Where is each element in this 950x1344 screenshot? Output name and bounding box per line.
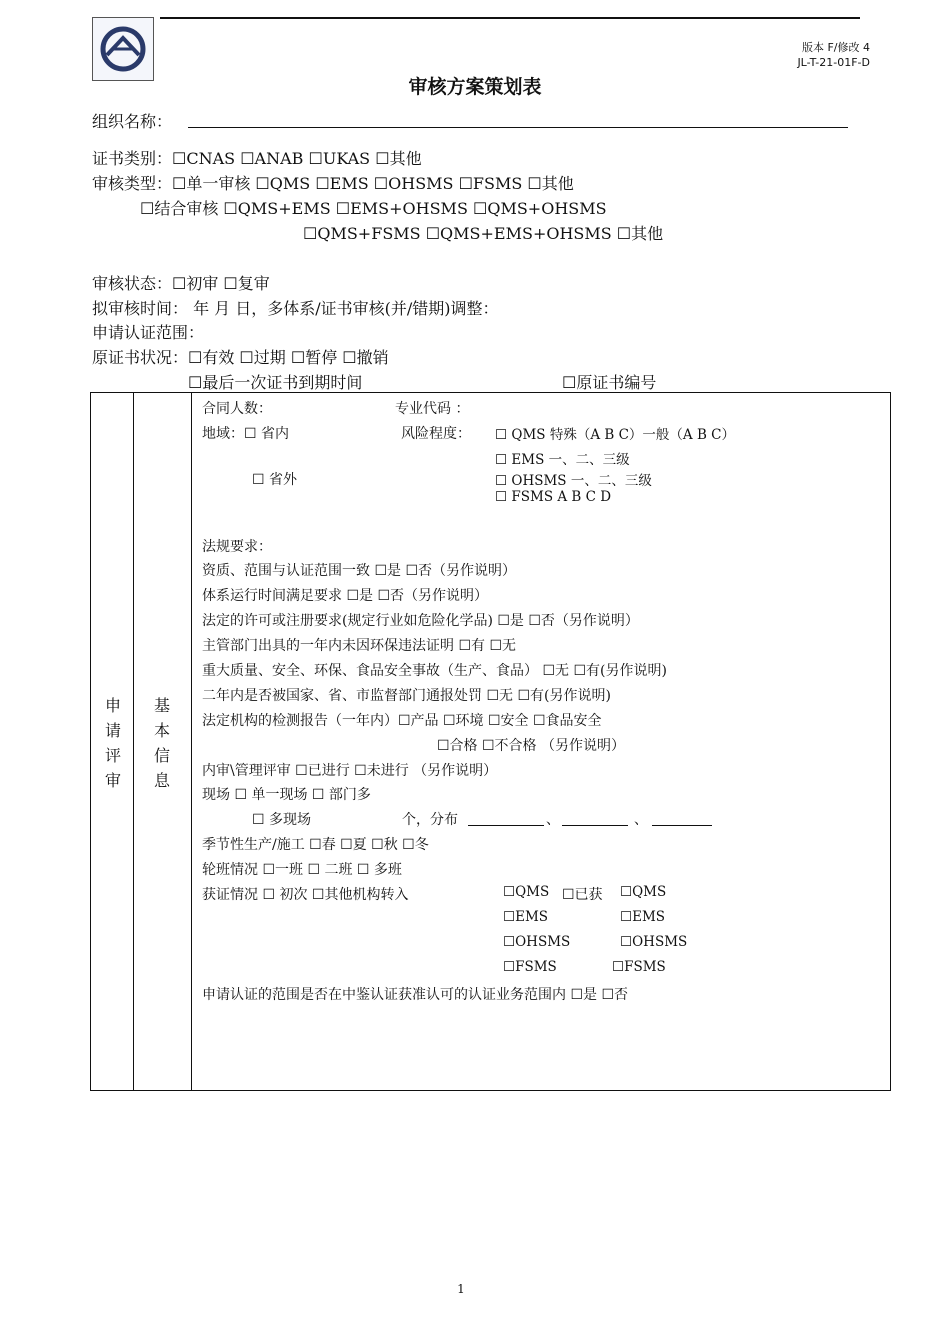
region-outside-checkbox[interactable]: ☐ 省外 bbox=[252, 472, 298, 488]
site-single-row[interactable]: 现场 ☐ 单一现场 ☐ 部门多 bbox=[202, 787, 371, 803]
cert-type-line[interactable]: 证书类别：☐CNAS ☐ANAB ☐UKAS ☐其他 bbox=[92, 149, 422, 168]
transfer-ems-checkbox[interactable]: ☐EMS bbox=[503, 909, 549, 925]
obtained-qms-checkbox[interactable]: ☐QMS bbox=[620, 884, 667, 900]
risk-level-label: 风险程度： bbox=[401, 426, 471, 442]
application-review-label bbox=[98, 693, 128, 793]
logo-graphic bbox=[93, 18, 153, 80]
season-row[interactable]: 季节性生产/施工 ☐春 ☐夏 ☐秋 ☐冬 bbox=[202, 837, 429, 853]
col2-char: 信 bbox=[153, 746, 170, 765]
org-name-field[interactable] bbox=[188, 127, 848, 128]
col1-char: 审 bbox=[104, 771, 121, 790]
penalty-row[interactable]: 二年内是否被国家、省、市监督部门通报处罚 ☐无 ☐有(另作说明) bbox=[202, 688, 611, 704]
original-cert-number[interactable]: ☐原证书编号 bbox=[562, 373, 657, 392]
col1-char: 评 bbox=[104, 746, 121, 765]
document-code: JL-T-21-01F-D bbox=[797, 56, 870, 69]
legal-requirements-label: 法规要求： bbox=[202, 539, 272, 555]
version-text: 版本 F/修改 4 bbox=[801, 41, 870, 54]
page-title: 审核方案策划表 bbox=[408, 76, 542, 98]
risk-fsms-checkbox[interactable]: ☐ FSMS A B C D bbox=[495, 489, 612, 505]
contract-count-label: 合同人数： bbox=[202, 401, 272, 417]
obtained-ems-checkbox[interactable]: ☐EMS bbox=[620, 909, 666, 925]
obtained-fsms-checkbox[interactable]: ☐FSMS bbox=[612, 959, 666, 975]
site-distribution-label: 个，分布 bbox=[402, 812, 458, 828]
test-result-row[interactable]: ☐合格 ☐不合格 （另作说明） bbox=[437, 738, 626, 754]
transfer-ohsms-checkbox[interactable]: ☐OHSMS bbox=[503, 934, 571, 950]
specialty-code-label: 专业代码 ： bbox=[395, 401, 470, 417]
site-distribution-field-2[interactable] bbox=[562, 809, 628, 826]
test-report-row[interactable]: 法定机构的检测报告（一年内）☐产品 ☐环境 ☐安全 ☐食品安全 bbox=[202, 713, 602, 729]
last-cert-expiry[interactable]: ☐最后一次证书到期时间 bbox=[188, 373, 363, 392]
header-rule bbox=[160, 17, 860, 19]
separator: 、 bbox=[634, 812, 648, 828]
accident-row[interactable]: 重大质量、安全、环保、食品安全事故（生产、食品） ☐无 ☐有(另作说明) bbox=[202, 663, 667, 679]
col1-char: 申 bbox=[104, 696, 121, 715]
basic-info-label bbox=[147, 693, 177, 793]
audit-type-line[interactable]: 审核类型：☐单一审核 ☐QMS ☐EMS ☐OHSMS ☐FSMS ☐其他 bbox=[92, 174, 574, 193]
planned-time-line: 拟审核时间： 年 月 日，多体系/证书审核(并/错期)调整： bbox=[92, 299, 499, 318]
obtained-ohsms-checkbox[interactable]: ☐OHSMS bbox=[620, 934, 688, 950]
col2-char: 基 bbox=[153, 696, 170, 715]
col1-char: 请 bbox=[104, 721, 121, 740]
system-time-row[interactable]: 体系运行时间满足要求 ☐是 ☐否（另作说明） bbox=[202, 588, 489, 604]
original-cert-status-line[interactable]: 原证书状况：☐有效 ☐过期 ☐暂停 ☐撤销 bbox=[92, 348, 389, 367]
transfer-qms-checkbox[interactable]: ☐QMS bbox=[503, 884, 550, 900]
certification-status-row[interactable]: 获证情况 ☐ 初次 ☐其他机构转入 bbox=[202, 887, 409, 903]
risk-ohsms-checkbox[interactable]: ☐ OHSMS 一、二、三级 bbox=[495, 473, 652, 489]
env-certificate-row[interactable]: 主管部门出具的一年内未因环保违法证明 ☐有 ☐无 bbox=[202, 638, 517, 654]
page-number: 1 bbox=[457, 1282, 465, 1296]
site-multi-checkbox[interactable]: ☐ 多现场 bbox=[252, 812, 312, 828]
table-divider-1 bbox=[133, 393, 134, 1090]
obtained-label[interactable]: ☐已获 bbox=[562, 887, 603, 903]
col2-char: 息 bbox=[153, 771, 170, 790]
qualification-row[interactable]: 资质、范围与认证范围一致 ☐是 ☐否（另作说明） bbox=[202, 563, 517, 579]
site-distribution-field-1[interactable] bbox=[468, 809, 544, 826]
combined-audit-line-2[interactable]: ☐QMS+FSMS ☐QMS+EMS+OHSMS ☐其他 bbox=[303, 224, 664, 243]
scope-check-row[interactable]: 申请认证的范围是否在中鉴认证获准认可的认证业务范围内 ☐是 ☐否 bbox=[202, 987, 629, 1003]
internal-audit-row[interactable]: 内审\管理评审 ☐已进行 ☐未进行 （另作说明） bbox=[202, 763, 498, 779]
scope-label: 申请认证范围： bbox=[92, 323, 205, 342]
risk-ems-checkbox[interactable]: ☐ EMS 一、二、三级 bbox=[495, 452, 630, 468]
org-name-label: 组织名称： bbox=[92, 112, 173, 131]
combined-audit-line[interactable]: ☐结合审核 ☐QMS+EMS ☐EMS+OHSMS ☐QMS+OHSMS bbox=[140, 199, 607, 218]
region-inside-checkbox[interactable]: 地域：☐ 省内 bbox=[202, 426, 290, 442]
shift-row[interactable]: 轮班情况 ☐一班 ☐ 二班 ☐ 多班 bbox=[202, 862, 402, 878]
audit-status-line[interactable]: 审核状态：☐初审 ☐复审 bbox=[92, 274, 270, 293]
site-distribution-field-3[interactable] bbox=[652, 809, 712, 826]
separator: 、 bbox=[546, 812, 560, 828]
transfer-fsms-checkbox[interactable]: ☐FSMS bbox=[503, 959, 557, 975]
col2-char: 本 bbox=[153, 721, 170, 740]
license-row[interactable]: 法定的许可或注册要求(规定行业如危险化学品) ☐是 ☐否（另作说明） bbox=[202, 613, 639, 629]
table-divider-2 bbox=[191, 393, 192, 1090]
risk-qms-checkbox[interactable]: ☐ QMS 特殊（A B C）一般（A B C） bbox=[495, 427, 735, 443]
